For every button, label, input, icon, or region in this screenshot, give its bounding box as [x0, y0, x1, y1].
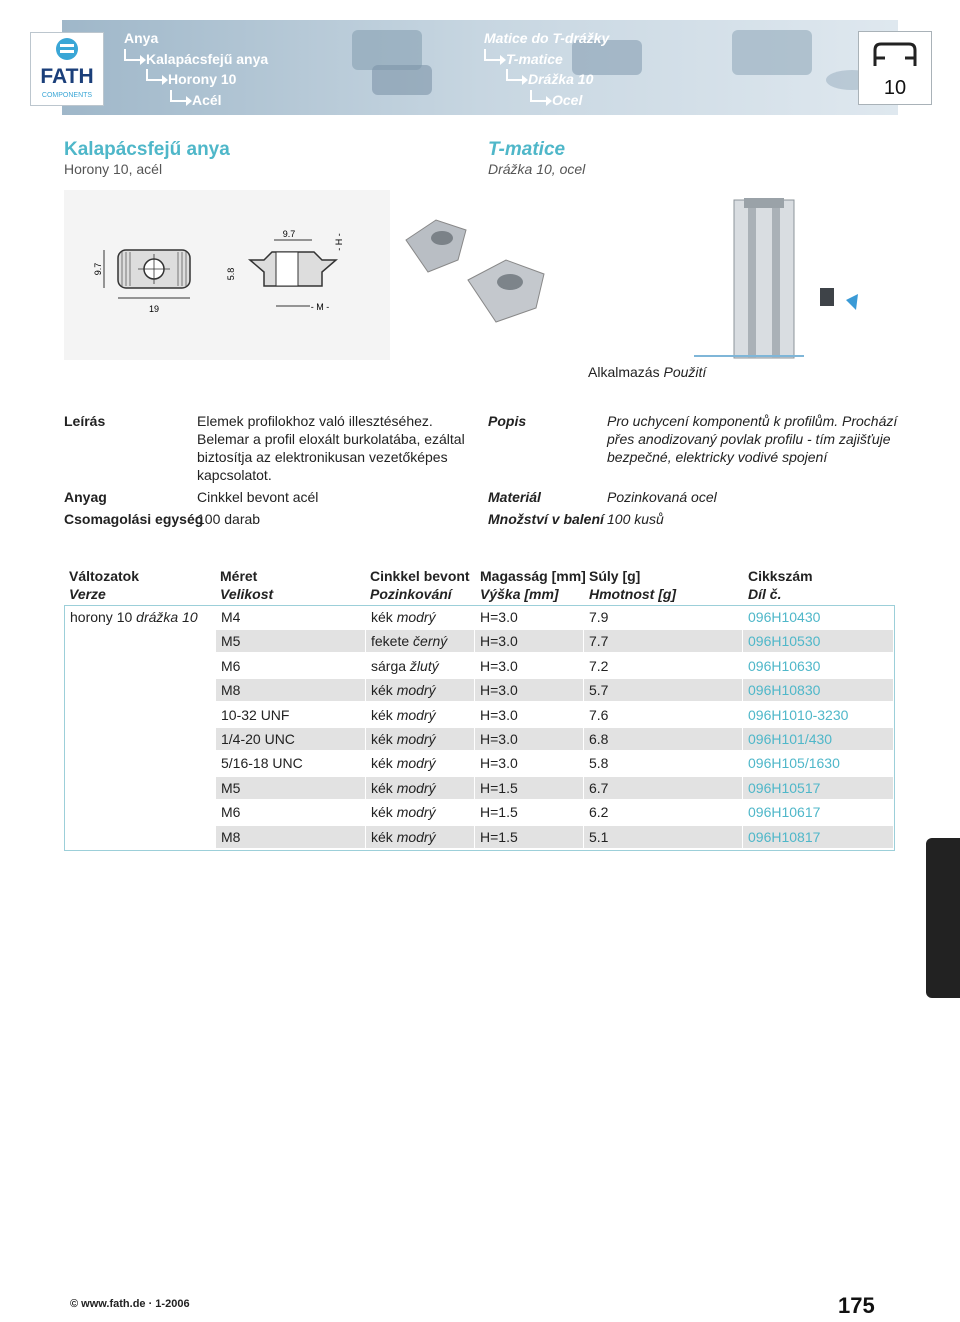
desc-text-hu-line: Elemek profilokhoz való illesztéséhez.: [197, 413, 433, 429]
table-row: [65, 752, 894, 776]
weight-cell: 7.2: [589, 657, 609, 674]
material-hu: Cinkkel bevont acél: [197, 489, 319, 505]
application-photo: [584, 190, 892, 360]
weight-cell: 7.7: [584, 630, 742, 652]
version-hu: horony 10: [70, 609, 133, 625]
breadcrumb-hu-3: [124, 90, 268, 111]
desc-text-hu-line: biztosítja az elektronikusan vezetőképes: [197, 449, 448, 465]
height-cell: H=3.0: [480, 657, 518, 674]
desc-text-cz: [607, 412, 897, 466]
height-cell: H=1.5: [475, 777, 583, 799]
coating-cell: [366, 801, 474, 823]
product-photo-svg: [396, 190, 576, 360]
fath-logo-mark: [31, 33, 103, 105]
header-version: [69, 567, 139, 603]
arrow-icon: [530, 90, 546, 102]
header-version-cz: Verze: [69, 586, 106, 602]
weight-cell: 6.8: [584, 728, 742, 750]
table-row: [65, 606, 894, 630]
dim-M: - M -: [310, 302, 330, 312]
material-label-hu: Anyag: [64, 489, 107, 505]
coating-cz: černý: [413, 633, 448, 650]
height-cell: H=3.0: [480, 706, 518, 723]
size-cell: M5: [216, 630, 365, 652]
size-cell: 5/16-18 UNC: [221, 755, 303, 772]
height-cell: H=3.0: [480, 755, 518, 772]
logo-subtext: COMPONENTS: [41, 92, 93, 99]
part-number-cell: 096H101/430: [743, 728, 893, 750]
coating-hu: kék: [371, 828, 393, 845]
coating-hu: kék: [371, 804, 393, 821]
coating-hu: fekete: [371, 633, 410, 650]
weight-cell: 7.6: [589, 706, 609, 723]
desc-text-hu: [197, 412, 465, 484]
size-cell: M5: [216, 777, 365, 799]
desc-text-cz-line: bezpečné, elektricky vodivé spojení: [607, 449, 828, 465]
breadcrumb-cz-3: [484, 90, 609, 111]
size-cell: 1/4-20 UNC: [216, 728, 365, 750]
size-cell: M8: [216, 826, 365, 848]
coating-hu: kék: [371, 755, 393, 772]
size-cell: M6: [221, 804, 241, 821]
table-row: [65, 728, 894, 752]
coating-hu: kék: [371, 609, 393, 625]
header-part-number-hu: Cikkszám: [748, 568, 813, 584]
version-cell: [65, 752, 215, 774]
coating-cz: modrý: [396, 706, 436, 723]
coating-hu: kék: [371, 682, 393, 699]
part-number-cell: 096H105/1630: [748, 755, 840, 772]
material-label-cz: Materiál: [488, 489, 541, 505]
dim-97-top: 9.7: [282, 229, 296, 239]
coating-hu: kék: [371, 706, 393, 723]
header-coating-cz: Pozinkování: [370, 586, 452, 602]
application-label-cz: Použití: [663, 364, 707, 380]
arrow-icon: [170, 90, 186, 102]
dim-58: 5.8: [226, 267, 236, 281]
coating-cz: modrý: [396, 609, 436, 625]
height-cell: H=3.0: [475, 630, 583, 652]
slot-size-icon: [858, 31, 932, 105]
header-coating-hu: Cinkkel bevont: [370, 568, 470, 584]
weight-cell: 6.2: [589, 804, 609, 821]
slot-profile-icon: [871, 40, 919, 70]
header-weight-hu: Súly [g]: [589, 568, 641, 584]
breadcrumb-hu-0: Anya: [124, 30, 159, 46]
part-number-cell: 096H1010-3230: [748, 706, 849, 723]
version-cell: [65, 655, 215, 677]
coating-cell: [366, 606, 474, 628]
title-cz: T-matice: [488, 139, 566, 160]
height-cell: H=1.5: [480, 804, 518, 821]
table-row: [65, 655, 894, 679]
breadcrumb-cz-1: [484, 49, 609, 70]
desc-label-hu: Leírás: [64, 413, 106, 429]
breadcrumb-cz: [484, 28, 609, 110]
fath-logo: [30, 32, 104, 106]
header-size-cz: Velikost: [220, 586, 274, 602]
height-cell: H=3.0: [480, 609, 518, 625]
breadcrumb-cz-2-label: Drážka 10: [528, 71, 594, 87]
title-hu: Kalapácsfejű anya: [64, 139, 230, 160]
product-photo: [396, 190, 576, 360]
table-row: [65, 630, 894, 654]
desc-text-cz-line: přes anodizovaný povlak profilu - tím zajišťuje: [607, 431, 891, 447]
size-cell: M8: [216, 679, 365, 701]
size-cell: 10-32 UNF: [221, 706, 290, 723]
part-number-cell: 096H10817: [743, 826, 893, 848]
size-cell: M4: [221, 609, 241, 625]
breadcrumb-cz-2: [484, 69, 609, 90]
pack-label-hu: Csomagolási egység: [64, 511, 204, 527]
part-number-cell: 096H10517: [743, 777, 893, 799]
header-height: [480, 567, 586, 603]
breadcrumb-hu-3-label: Acél: [192, 91, 222, 108]
header-version-hu: Változatok: [69, 568, 140, 584]
desc-text-hu-line: Belemar a profil eloxált burkolatába, ezáltal: [197, 431, 465, 447]
coating-cell: [366, 655, 474, 677]
header-part-number: [748, 567, 813, 603]
section-side-tab: [926, 838, 960, 998]
arrow-icon: [506, 69, 522, 81]
weight-cell: 7.9: [589, 609, 609, 625]
weight-cell: 6.7: [584, 777, 742, 799]
part-number-cell: 096H10617: [748, 804, 821, 821]
header-weight: [589, 567, 676, 603]
breadcrumb-hu-1: [124, 49, 268, 70]
coating-cell: [366, 679, 474, 701]
part-number-cell: 096H10430: [748, 609, 821, 625]
coating-cell: [366, 728, 474, 750]
table-row: [65, 679, 894, 703]
breadcrumb-hu: [124, 28, 268, 110]
version-cell: [65, 606, 215, 628]
technical-drawing-svg: [64, 190, 390, 360]
header-size-hu: Méret: [220, 568, 258, 584]
part-number-cell: 096H10830: [743, 679, 893, 701]
pack-label-cz: Množství v balení: [488, 511, 604, 527]
version-cell: [65, 704, 215, 726]
coating-cell: [366, 777, 474, 799]
arrow-icon: [124, 49, 140, 61]
coating-hu: kék: [371, 730, 393, 747]
coating-cz: modrý: [396, 804, 436, 821]
footer-page-number: 175: [838, 1293, 875, 1318]
header-height-cz: Výška [mm]: [480, 586, 559, 602]
variants-table: [64, 605, 895, 851]
header-weight-cz: Hmotnost [g]: [589, 586, 677, 602]
coating-cz: modrý: [396, 828, 436, 845]
material-cz: Pozinkovaná ocel: [607, 489, 717, 505]
dim-97-side: 9.7: [93, 262, 103, 276]
version-cell: [65, 777, 215, 799]
weight-cell: 5.8: [589, 755, 609, 772]
subtitle-hu: Horony 10, acél: [64, 161, 163, 177]
coating-cell: [366, 630, 474, 652]
header-height-hu: Magasság [mm]: [480, 568, 586, 584]
coating-cz: modrý: [396, 755, 436, 772]
breadcrumb-cz-0: Matice do T-drážky: [484, 30, 610, 46]
coating-cell: [366, 704, 474, 726]
arrow-icon: [146, 69, 162, 81]
table-row: [65, 777, 894, 801]
slot-size-number: 10: [883, 77, 907, 99]
table-row: [65, 704, 894, 728]
breadcrumb-hu-2: [124, 69, 268, 90]
version-cz: drážka 10: [136, 609, 198, 625]
desc-text-cz-line: Pro uchycení komponentů k profilům. Prochází: [607, 413, 898, 429]
dim-H: - H -: [334, 233, 344, 251]
version-cell: [65, 679, 215, 701]
pack-hu: 100 darab: [197, 511, 261, 527]
coating-cz: modrý: [396, 682, 436, 699]
coating-cell: [366, 826, 474, 848]
coating-cz: modrý: [396, 730, 436, 747]
header-size: [220, 567, 273, 603]
version-cell: [65, 728, 215, 750]
coating-cz: modrý: [396, 779, 436, 796]
coating-hu: sárga: [371, 657, 407, 674]
application-label-hu: Alkalmazás: [588, 364, 660, 380]
weight-cell: 5.7: [584, 679, 742, 701]
header-part-number-cz: Díl č.: [748, 586, 782, 602]
breadcrumb-cz-1-label: T-matice: [506, 50, 563, 67]
subtitle-cz: Drážka 10, ocel: [488, 161, 586, 177]
table-row: [65, 826, 894, 850]
header-banner: [62, 20, 898, 115]
arrow-icon: [484, 49, 500, 61]
height-cell: H=3.0: [475, 679, 583, 701]
coating-cell: [366, 752, 474, 774]
version-cell: [65, 630, 215, 652]
pack-cz: 100 kusů: [607, 511, 664, 527]
logo-text: FATH: [40, 65, 94, 88]
size-cell: M6: [221, 657, 241, 674]
desc-text-hu-line: kapcsolatot.: [197, 467, 272, 483]
header-coating: [370, 567, 470, 603]
version-cell: [65, 826, 215, 848]
footer-copyright: © www.fath.de · 1-2006: [70, 1298, 190, 1310]
breadcrumb-cz-3-label: Ocel: [552, 91, 583, 108]
part-number-cell: 096H10630: [748, 657, 821, 674]
desc-label-cz: Popis: [488, 413, 527, 429]
version-cell: [65, 801, 215, 823]
breadcrumb-hu-2-label: Horony 10: [168, 71, 237, 87]
part-number-cell: 096H10530: [743, 630, 893, 652]
coating-cz: žlutý: [409, 657, 439, 674]
technical-drawing: [64, 190, 390, 360]
height-cell: H=3.0: [475, 728, 583, 750]
height-cell: H=1.5: [475, 826, 583, 848]
coating-hu: kék: [371, 779, 393, 796]
dim-19: 19: [148, 304, 160, 314]
application-photo-svg: [584, 190, 892, 360]
table-row: [65, 801, 894, 825]
breadcrumb-hu-1-label: Kalapácsfejű anya: [146, 50, 269, 67]
weight-cell: 5.1: [584, 826, 742, 848]
application-label: [588, 363, 706, 381]
